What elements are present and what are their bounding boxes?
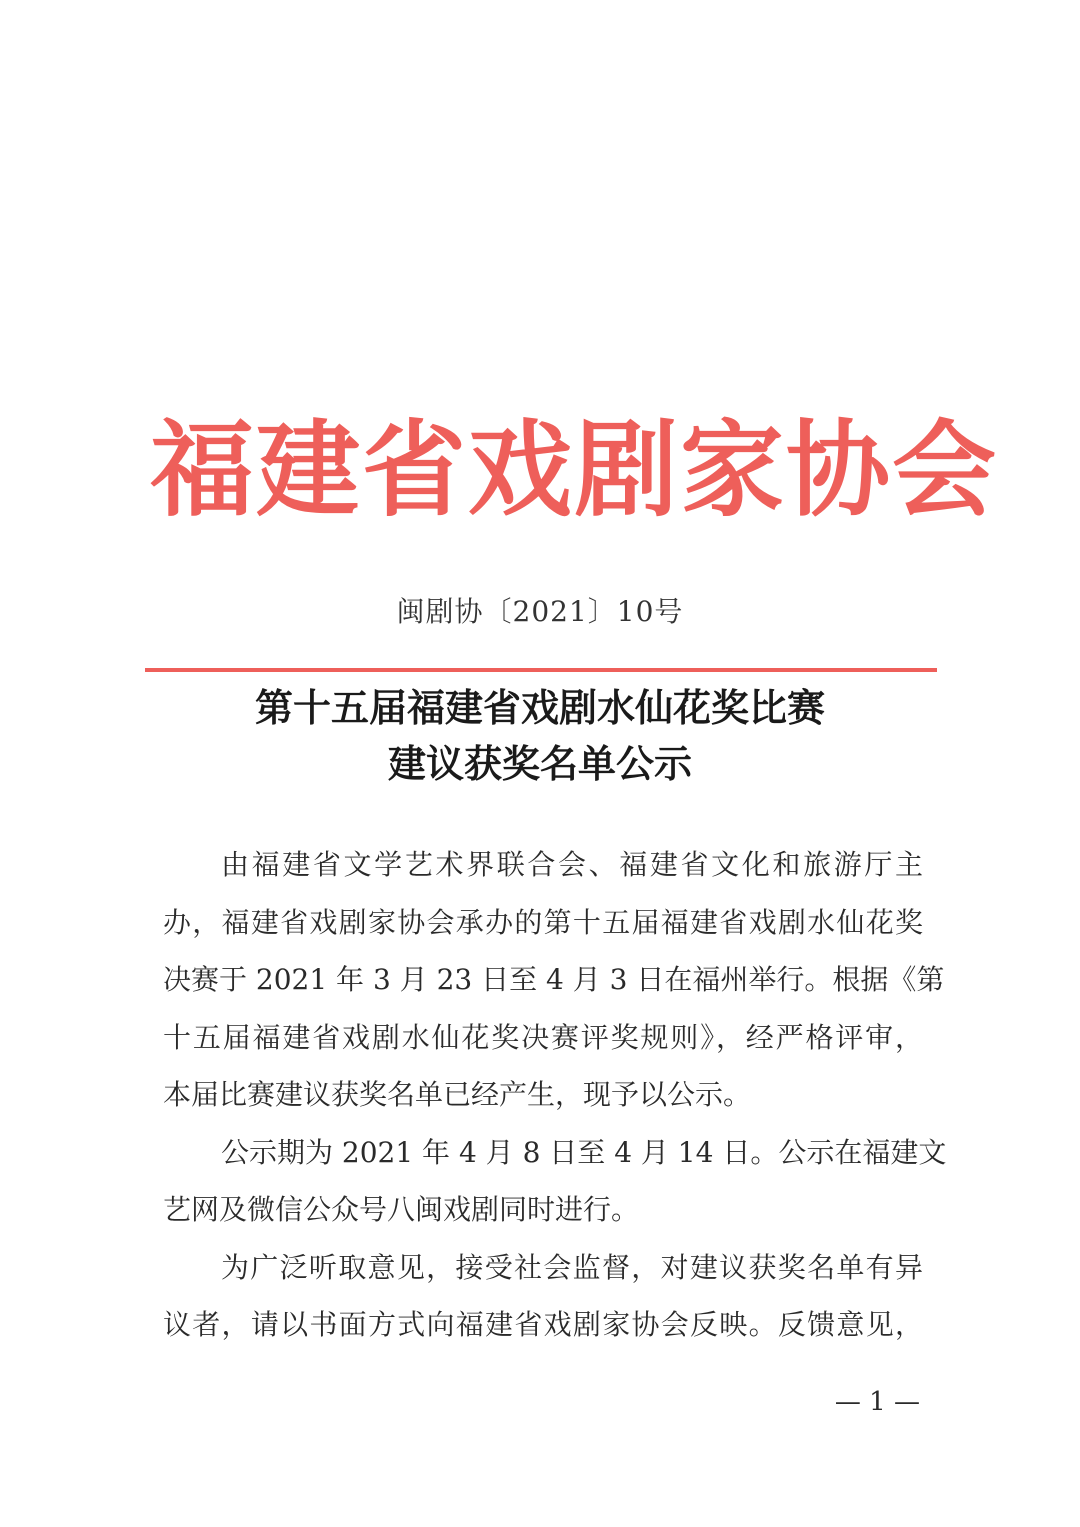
paragraph-line: 为广泛听取意见，接受社会监督，对建议获奖名单有异 [221, 1250, 923, 1284]
page-number: — 1 — [834, 1387, 920, 1417]
notice-title-line-1: 第十五届福建省戏剧水仙花奖比赛 [254, 685, 825, 730]
notice-title [140, 680, 940, 792]
notice-title-line-2: 建议获奖名单公示 [387, 741, 692, 786]
paragraph-line: 本届比赛建议获奖名单已经产生，现予以公示。 [163, 1078, 752, 1111]
paragraph-line: 决赛于 2021 年 3 月 23 日至 4 月 3 日在福州举行。根据《第 [163, 963, 945, 996]
paragraph-line: 十五届福建省戏剧水仙花奖决赛评奖规则》，经严格评审， [163, 1020, 923, 1054]
notice-body [163, 836, 947, 1354]
paragraph-line: 艺网及微信公众号八闽戏剧同时进行。 [163, 1193, 640, 1226]
paragraph-3 [163, 1239, 923, 1354]
paragraph-2 [163, 1124, 947, 1239]
organization-letterhead: 福建省戏剧家协会 [150, 408, 999, 531]
paragraph-1 [163, 836, 945, 1124]
paragraph-line: 议者，请以书面方式向福建省戏剧家协会反映。反馈意见， [163, 1308, 923, 1341]
document-number: 闽剧协〔2021〕10号 [396, 595, 684, 628]
red-divider-line [145, 668, 937, 672]
paragraph-line: 公示期为 2021 年 4 月 8 日至 4 月 14 日。公示在福建文 [221, 1135, 947, 1169]
paragraph-line: 由福建省文学艺术界联合会、福建省文化和旅游厅主 [221, 848, 923, 881]
paragraph-line: 办，福建省戏剧家协会承办的第十五届福建省戏剧水仙花奖 [163, 905, 923, 939]
